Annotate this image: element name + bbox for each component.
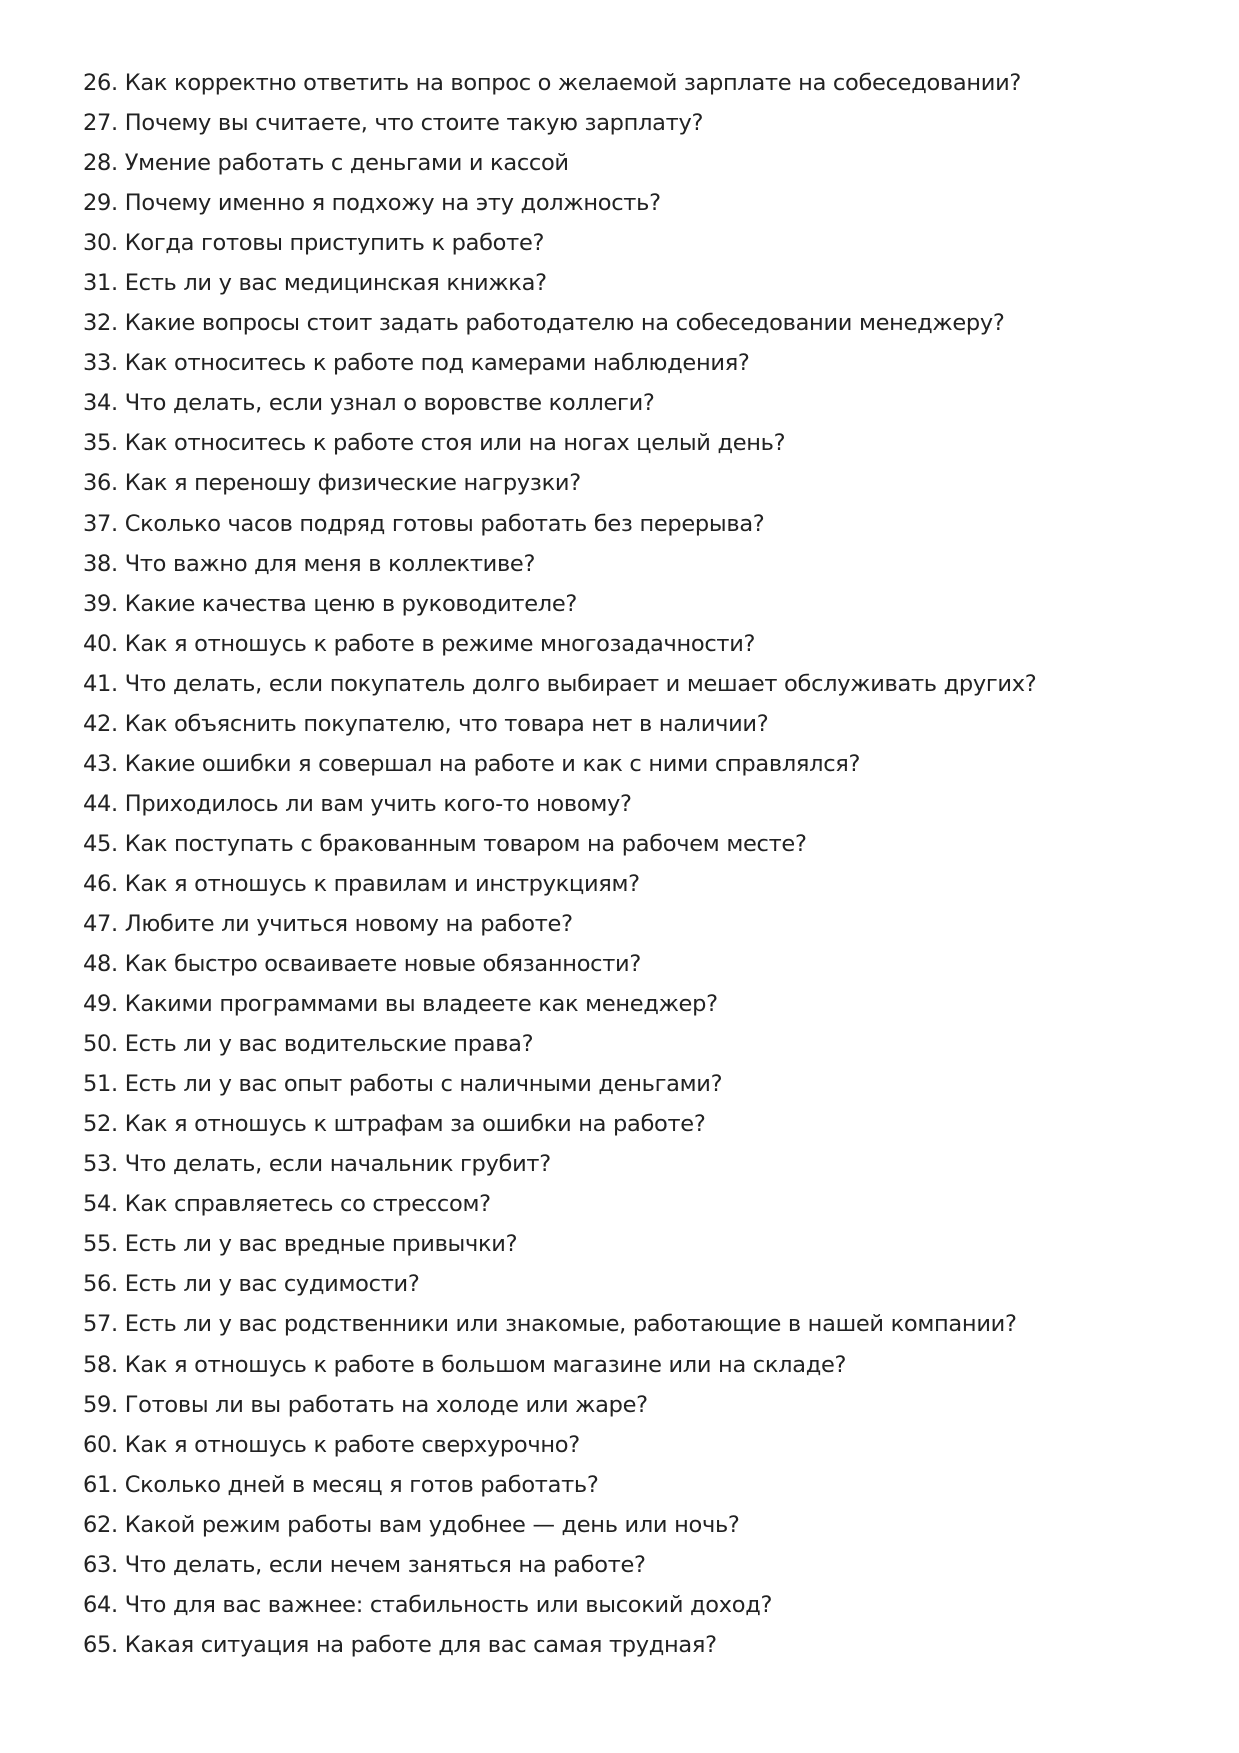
question-27: 27. Почему вы считаете, что стоите такую зарплату? bbox=[83, 110, 704, 137]
question-51: 51. Есть ли у вас опыт работы с наличными деньгами? bbox=[83, 1071, 723, 1098]
question-63: 63. Что делать, если нечем заняться на работе? bbox=[83, 1551, 646, 1578]
question-31: 31. Есть ли у вас медицинская книжка? bbox=[83, 270, 547, 297]
question-44: 44. Приходилось ли вам учить кого-то новому? bbox=[83, 790, 632, 817]
question-37: 37. Сколько часов подряд готовы работать без перерыва? bbox=[83, 510, 765, 537]
question-65: 65. Какая ситуация на работе для вас самая трудная? bbox=[83, 1631, 717, 1658]
question-40: 40. Как я отношусь к работе в режиме многозадачности? bbox=[83, 630, 756, 657]
question-60: 60. Как я отношусь к работе сверхурочно? bbox=[83, 1431, 580, 1458]
question-26: 26. Как корректно ответить на вопрос о желаемой зарплате на собеседовании? bbox=[83, 70, 1022, 96]
question-55: 55. Есть ли у вас вредные привычки? bbox=[83, 1231, 518, 1258]
question-36: 36. Как я переношу физические нагрузки? bbox=[83, 470, 581, 497]
question-list bbox=[83, 63, 1183, 1665]
question-29: 29. Почему именно я подхожу на эту должность? bbox=[83, 190, 661, 217]
question-58: 58. Как я отношусь к работе в большом магазине или на складе? bbox=[83, 1351, 847, 1378]
question-45: 45. Как поступать с бракованным товаром на рабочем месте? bbox=[83, 830, 807, 857]
question-28: 28. Умение работать с деньгами и кассой bbox=[83, 150, 569, 177]
question-59: 59. Готовы ли вы работать на холоде или жаре? bbox=[83, 1391, 648, 1418]
question-53: 53. Что делать, если начальник грубит? bbox=[83, 1151, 551, 1178]
question-48: 48. Как быстро осваиваете новые обязанности? bbox=[83, 951, 642, 978]
question-41: 41. Что делать, если покупатель долго выбирает и мешает обслуживать других? bbox=[83, 670, 1037, 697]
question-61: 61. Сколько дней в месяц я готов работать? bbox=[83, 1471, 599, 1498]
question-35: 35. Как относитесь к работе стоя или на ногах целый день? bbox=[83, 430, 786, 457]
question-46: 46. Как я отношусь к правилам и инструкциям? bbox=[83, 870, 640, 897]
question-49: 49. Какими программами вы владеете как менеджер? bbox=[83, 991, 718, 1018]
question-56: 56. Есть ли у вас судимости? bbox=[83, 1271, 420, 1298]
question-38: 38. Что важно для меня в коллективе? bbox=[83, 550, 536, 577]
question-32: 32. Какие вопросы стоит задать работодателю на собеседовании менеджеру? bbox=[83, 310, 1005, 337]
question-57: 57. Есть ли у вас родственники или знакомые, работающие в нашей компании? bbox=[83, 1311, 1017, 1338]
question-43: 43. Какие ошибки я совершал на работе и как с ними справлялся? bbox=[83, 750, 861, 777]
question-50: 50. Есть ли у вас водительские права? bbox=[83, 1031, 534, 1058]
question-30: 30. Когда готовы приступить к работе? bbox=[83, 230, 545, 257]
question-33: 33. Как относитесь к работе под камерами наблюдения? bbox=[83, 350, 750, 377]
question-34: 34. Что делать, если узнал о воровстве коллеги? bbox=[83, 390, 655, 417]
question-64: 64. Что для вас важнее: стабильность или высокий доход? bbox=[83, 1591, 773, 1618]
question-54: 54. Как справляетесь со стрессом? bbox=[83, 1191, 491, 1218]
question-42: 42. Как объяснить покупателю, что товара нет в наличии? bbox=[83, 710, 769, 737]
question-52: 52. Как я отношусь к штрафам за ошибки на работе? bbox=[83, 1111, 706, 1138]
question-62: 62. Какой режим работы вам удобнее — день или ночь? bbox=[83, 1511, 740, 1538]
question-47: 47. Любите ли учиться новому на работе? bbox=[83, 910, 573, 937]
question-39: 39. Какие качества ценю в руководителе? bbox=[83, 590, 578, 617]
